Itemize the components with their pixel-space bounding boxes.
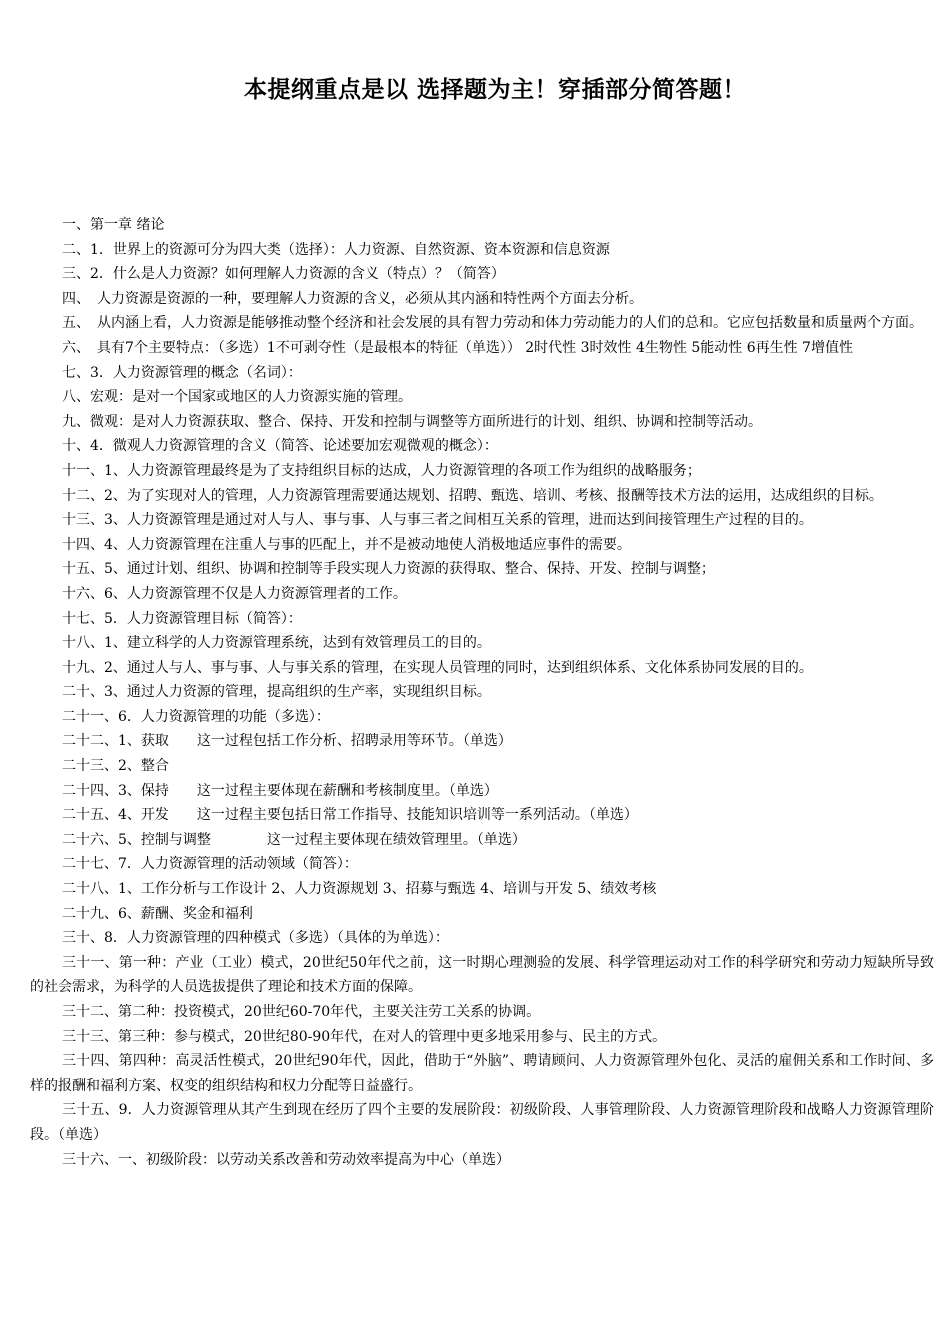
outline-item: 六、 具有7个主要特点：（多选）1不可剥夺性（是最根本的特征（单选）） 2时代性 3时效性 4生物性 5能动性 6再生性 7增值性 <box>62 339 853 356</box>
outline-item: 二十三、2、整合 <box>62 758 169 775</box>
outline-item: 二十一、6．人力资源管理的功能（多选）： <box>62 708 330 725</box>
outline-item: 十七、5．人力资源管理目标（简答）： <box>62 610 302 627</box>
outline-item: 一、第一章 绪论 <box>62 217 165 233</box>
outline-item: 十、4．微观人力资源管理的含义（简答、论述要加宏观微观的概念）： <box>62 438 498 455</box>
outline-item: 三十一、第一种：产业（工业）模式，20世纪50年代之前，这一时期心理测验的发展、科学管理运动对工作的科学研究和劳动力短缺所导致的社会需求，为科学的人员选拔提供了理论和技术方面的保障。 <box>30 954 934 996</box>
outline-item: 二十、3、通过人力资源的管理，提高组织的生产率，实现组织目标。 <box>62 684 491 701</box>
outline-item: 十六、6、人力资源管理不仅是人力资源管理者的工作。 <box>62 585 407 602</box>
outline-body <box>30 213 934 1172</box>
outline-item: 二十四、3、保持 这一过程主要体现在薪酬和考核制度里。（单选） <box>62 782 498 799</box>
outline-item: 十三、3、人力资源管理是通过对人与人、事与事、人与事三者之间相互关系的管理，进而达到间接管理生产过程的目的。 <box>62 512 813 529</box>
outline-item: 三十五、9．人力资源管理从其产生到现在经历了四个主要的发展阶段：初级阶段、人事管理阶段、人力资源管理阶段和战略人力资源管理阶段。（单选） <box>30 1102 934 1143</box>
outline-item: 十九、2、通过人与人、事与事、人与事关系的管理，在实现人员管理的同时，达到组织体系、文化体系协同发展的目的。 <box>62 659 813 676</box>
outline-item: 五、 从内涵上看，人力资源是能够推动整个经济和社会发展的具有智力劳动和体力劳动能力的人们的总和。它应包括数量和质量两个方面。 <box>62 315 923 332</box>
outline-item: 二十六、5、控制与调整 这一过程主要体现在绩效管理里。（单选） <box>62 831 526 848</box>
outline-item: 十八、1、建立科学的人力资源管理系统，达到有效管理员工的目的。 <box>62 635 491 652</box>
outline-item: 三十六、一、初级阶段：以劳动关系改善和劳动效率提高为中心（单选） <box>62 1151 510 1168</box>
outline-item: 二十七、7．人力资源管理的活动领域（简答）： <box>62 856 358 873</box>
outline-item: 十四、4、人力资源管理在注重人与事的匹配上，并不是被动地使人消极地适应事件的需要。 <box>62 536 631 553</box>
outline-item: 二十二、1、获取 这一过程包括工作分析、招聘录用等环节。（单选） <box>62 733 512 750</box>
outline-item: 四、 人力资源是资源的一种，要理解人力资源的含义，必须从其内涵和特性两个方面去分析。 <box>62 290 643 307</box>
document-title: 本提纲重点是以 选择题为主！穿插部分简答题！ <box>243 77 746 103</box>
outline-item: 三十四、第四种：高灵活性模式，20世纪90年代，因此，借助于“外脑”、聘请顾问、人力资源管理外包化、灵活的雇佣关系和工作时间、多样的报酬和福利方案、权变的组织结构和权力分配等日益盛行。 <box>30 1053 934 1094</box>
outline-item: 十一、1、人力资源管理最终是为了支持组织目标的达成，人力资源管理的各项工作为组织的战略服务； <box>62 462 701 479</box>
outline-item: 八、宏观：是对一个国家或地区的人力资源实施的管理。 <box>62 389 412 406</box>
outline-item: 二十八、1、工作分析与工作设计 2、人力资源规划 3、招募与甄选 4、培训与开发 5、绩效考核 <box>62 881 657 898</box>
outline-item: 七、3．人力资源管理的概念（名词）： <box>62 364 302 381</box>
outline-item: 三十、8．人力资源管理的四种模式（多选）（具体的为单选）： <box>62 930 449 947</box>
outline-item: 十五、5、通过计划、组织、协调和控制等手段实现人力资源的获得取、整合、保持、开发、控制与调整； <box>62 561 715 578</box>
outline-item: 三十二、第二种：投资模式，20世纪60-70年代，主要关注劳工关系的协调。 <box>62 1004 541 1020</box>
outline-item: 二十五、4、开发 这一过程主要包括日常工作指导、技能知识培训等一系列活动。（单选） <box>62 807 638 824</box>
outline-item: 十二、2、为了实现对人的管理，人力资源管理需要通达规划、招聘、甄选、培训、考核、报酬等技术方法的运用，达成组织的目标。 <box>62 487 883 504</box>
outline-item: 三十三、第三种：参与模式，20世纪80-90年代，在对人的管理中更多地采用参与、民主的方式。 <box>62 1028 667 1045</box>
outline-item: 二、1．世界上的资源可分为四大类（选择）：人力资源、自然资源、资本资源和信息资源 <box>62 241 610 258</box>
outline-item: 九、微观：是对人力资源获取、整合、保持、开发和控制与调整等方面所进行的计划、组织、协调和控制等活动。 <box>62 413 762 430</box>
outline-item: 二十九、6、薪酬、奖金和福利 <box>62 905 253 922</box>
outline-item: 三、2．什么是人力资源？如何理解人力资源的含义（特点）？（简答） <box>62 266 505 283</box>
